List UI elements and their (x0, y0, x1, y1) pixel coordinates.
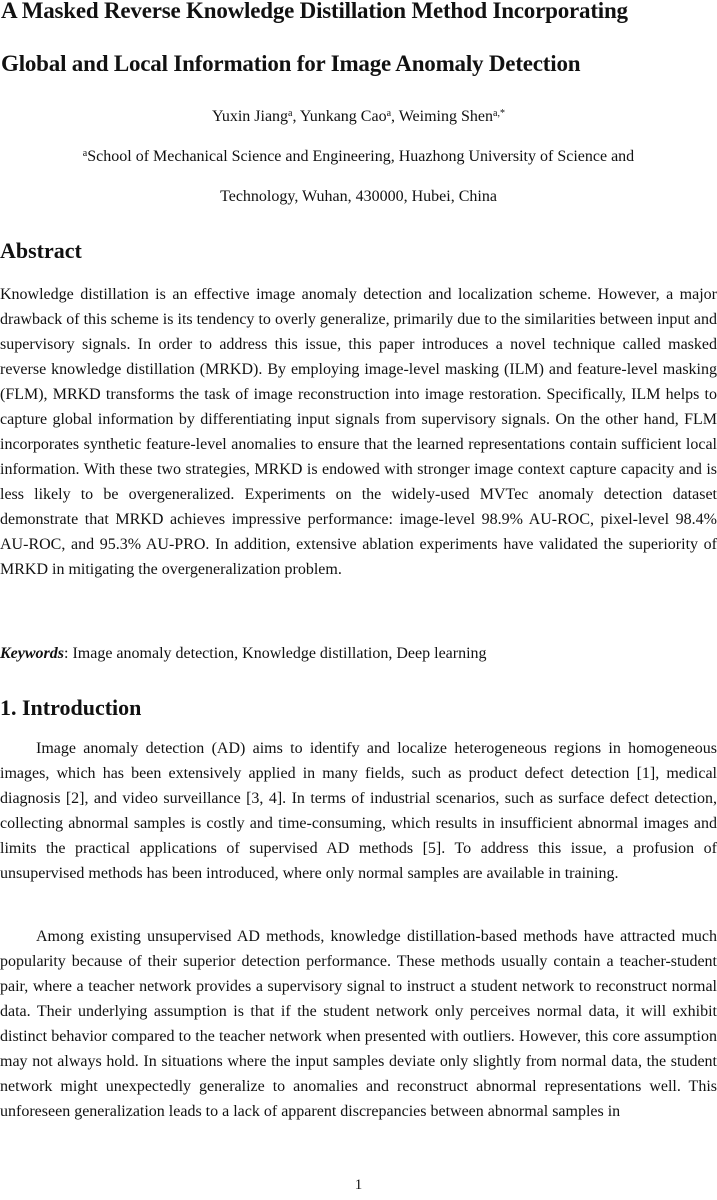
author-separator: , (292, 108, 300, 125)
introduction-paragraph-1: Image anomaly detection (AD) aims to identify and localize heterogeneous regions in homogeneous images, which has been extensively applied in many fields, such as product defect detection [1], medical diagnosis [2], and video surveillance [3, 4]. In terms of industrial scenarios, such as surface defect detection, collecting abnormal samples is costly and time-consuming, which results in insufficient abnormal images and limits the practical applications of supervised AD methods [5]. To address this issue, a profusion of unsupervised methods has been introduced, where only normal samples are available in training. (0, 740, 717, 882)
introduction-paragraph-2: Among existing unsupervised AD methods, knowledge distillation-based methods have attracted much popularity because of their superior detection performance. These methods usually contain a teacher-student pair, where a teacher network provides a supervisory signal to instruct a student network to reconstruct normal data. Their underlying assumption is that if the student network only perceives normal data, it will exhibit distinct behavior compared to the teacher network when presented with outliers. However, this core assumption may not always hold. In situations where the input samples deviate only slightly from normal data, the student network might unexpectedly generalize to anomalies and reconstruct abnormal representations well. This unforeseen generalization leads to a lack of apparent discrepancies between abnormal samples in (0, 928, 717, 1120)
keywords-separator: : (64, 645, 73, 662)
affiliation-line-2: Technology, Wuhan, 430000, Hubei, China (220, 188, 497, 205)
keywords-line (0, 644, 487, 664)
keywords-label: Keywords (0, 645, 64, 662)
introduction-heading: 1. Introduction (0, 695, 142, 720)
abstract-text: Knowledge distillation is an effective image anomaly detection and localization scheme. However, a major drawback of this scheme is its tendency to overly generalize, primarily due to the similarities between input and supervisory signals. In order to address this issue, this paper introduces a novel technique called masked reverse knowledge distillation (MRKD). By employing image-level masking (ILM) and feature-level masking (FLM), MRKD transforms the task of image reconstruction into image restoration. Specifically, ILM helps to capture global information by differentiating input signals from supervisory signals. On the other hand, FLM incorporates synthetic feature-level anomalies to ensure that the learned representations contain sufficient local information. With these two strategies, MRKD is endowed with stronger image context capture capacity and is less likely to be overgeneralized. Experiments on the widely-used MVTec anomaly detection dataset demonstrate that MRKD achieves impressive performance: image-level 98.9% AU-ROC, pixel-level 98.4% AU-ROC, and 95.3% AU-PRO. In addition, extensive ablation experiments have validated the superiority of MRKD in mitigating the overgeneralization problem. (0, 286, 717, 578)
abstract-heading: Abstract (0, 238, 82, 263)
affiliation-text: School of Mechanical Science and Engineering, Huazhong University of Science and (87, 148, 635, 165)
affiliation-marker: a (288, 108, 293, 119)
author-name: Weiming Shen (398, 108, 493, 125)
affiliation-marker: a (386, 108, 392, 119)
author-name: Yuxin Jiang (212, 108, 289, 125)
author-list (0, 107, 717, 127)
affiliation-marker: a,* (493, 108, 505, 119)
author-separator: , (391, 108, 399, 125)
affiliation-marker: a (82, 148, 88, 159)
author-name: Yunkang Cao (299, 108, 387, 125)
keywords-text: Image anomaly detection, Knowledge distillation, Deep learning (72, 645, 487, 662)
paper-title-line-1: A Masked Reverse Knowledge Distillation Method Incorporating (1, 0, 628, 23)
page-number: 1 (354, 1177, 363, 1193)
paper-title-line-2: Global and Local Information for Image Anomaly Detection (1, 51, 581, 76)
affiliation-line-1 (0, 147, 717, 167)
